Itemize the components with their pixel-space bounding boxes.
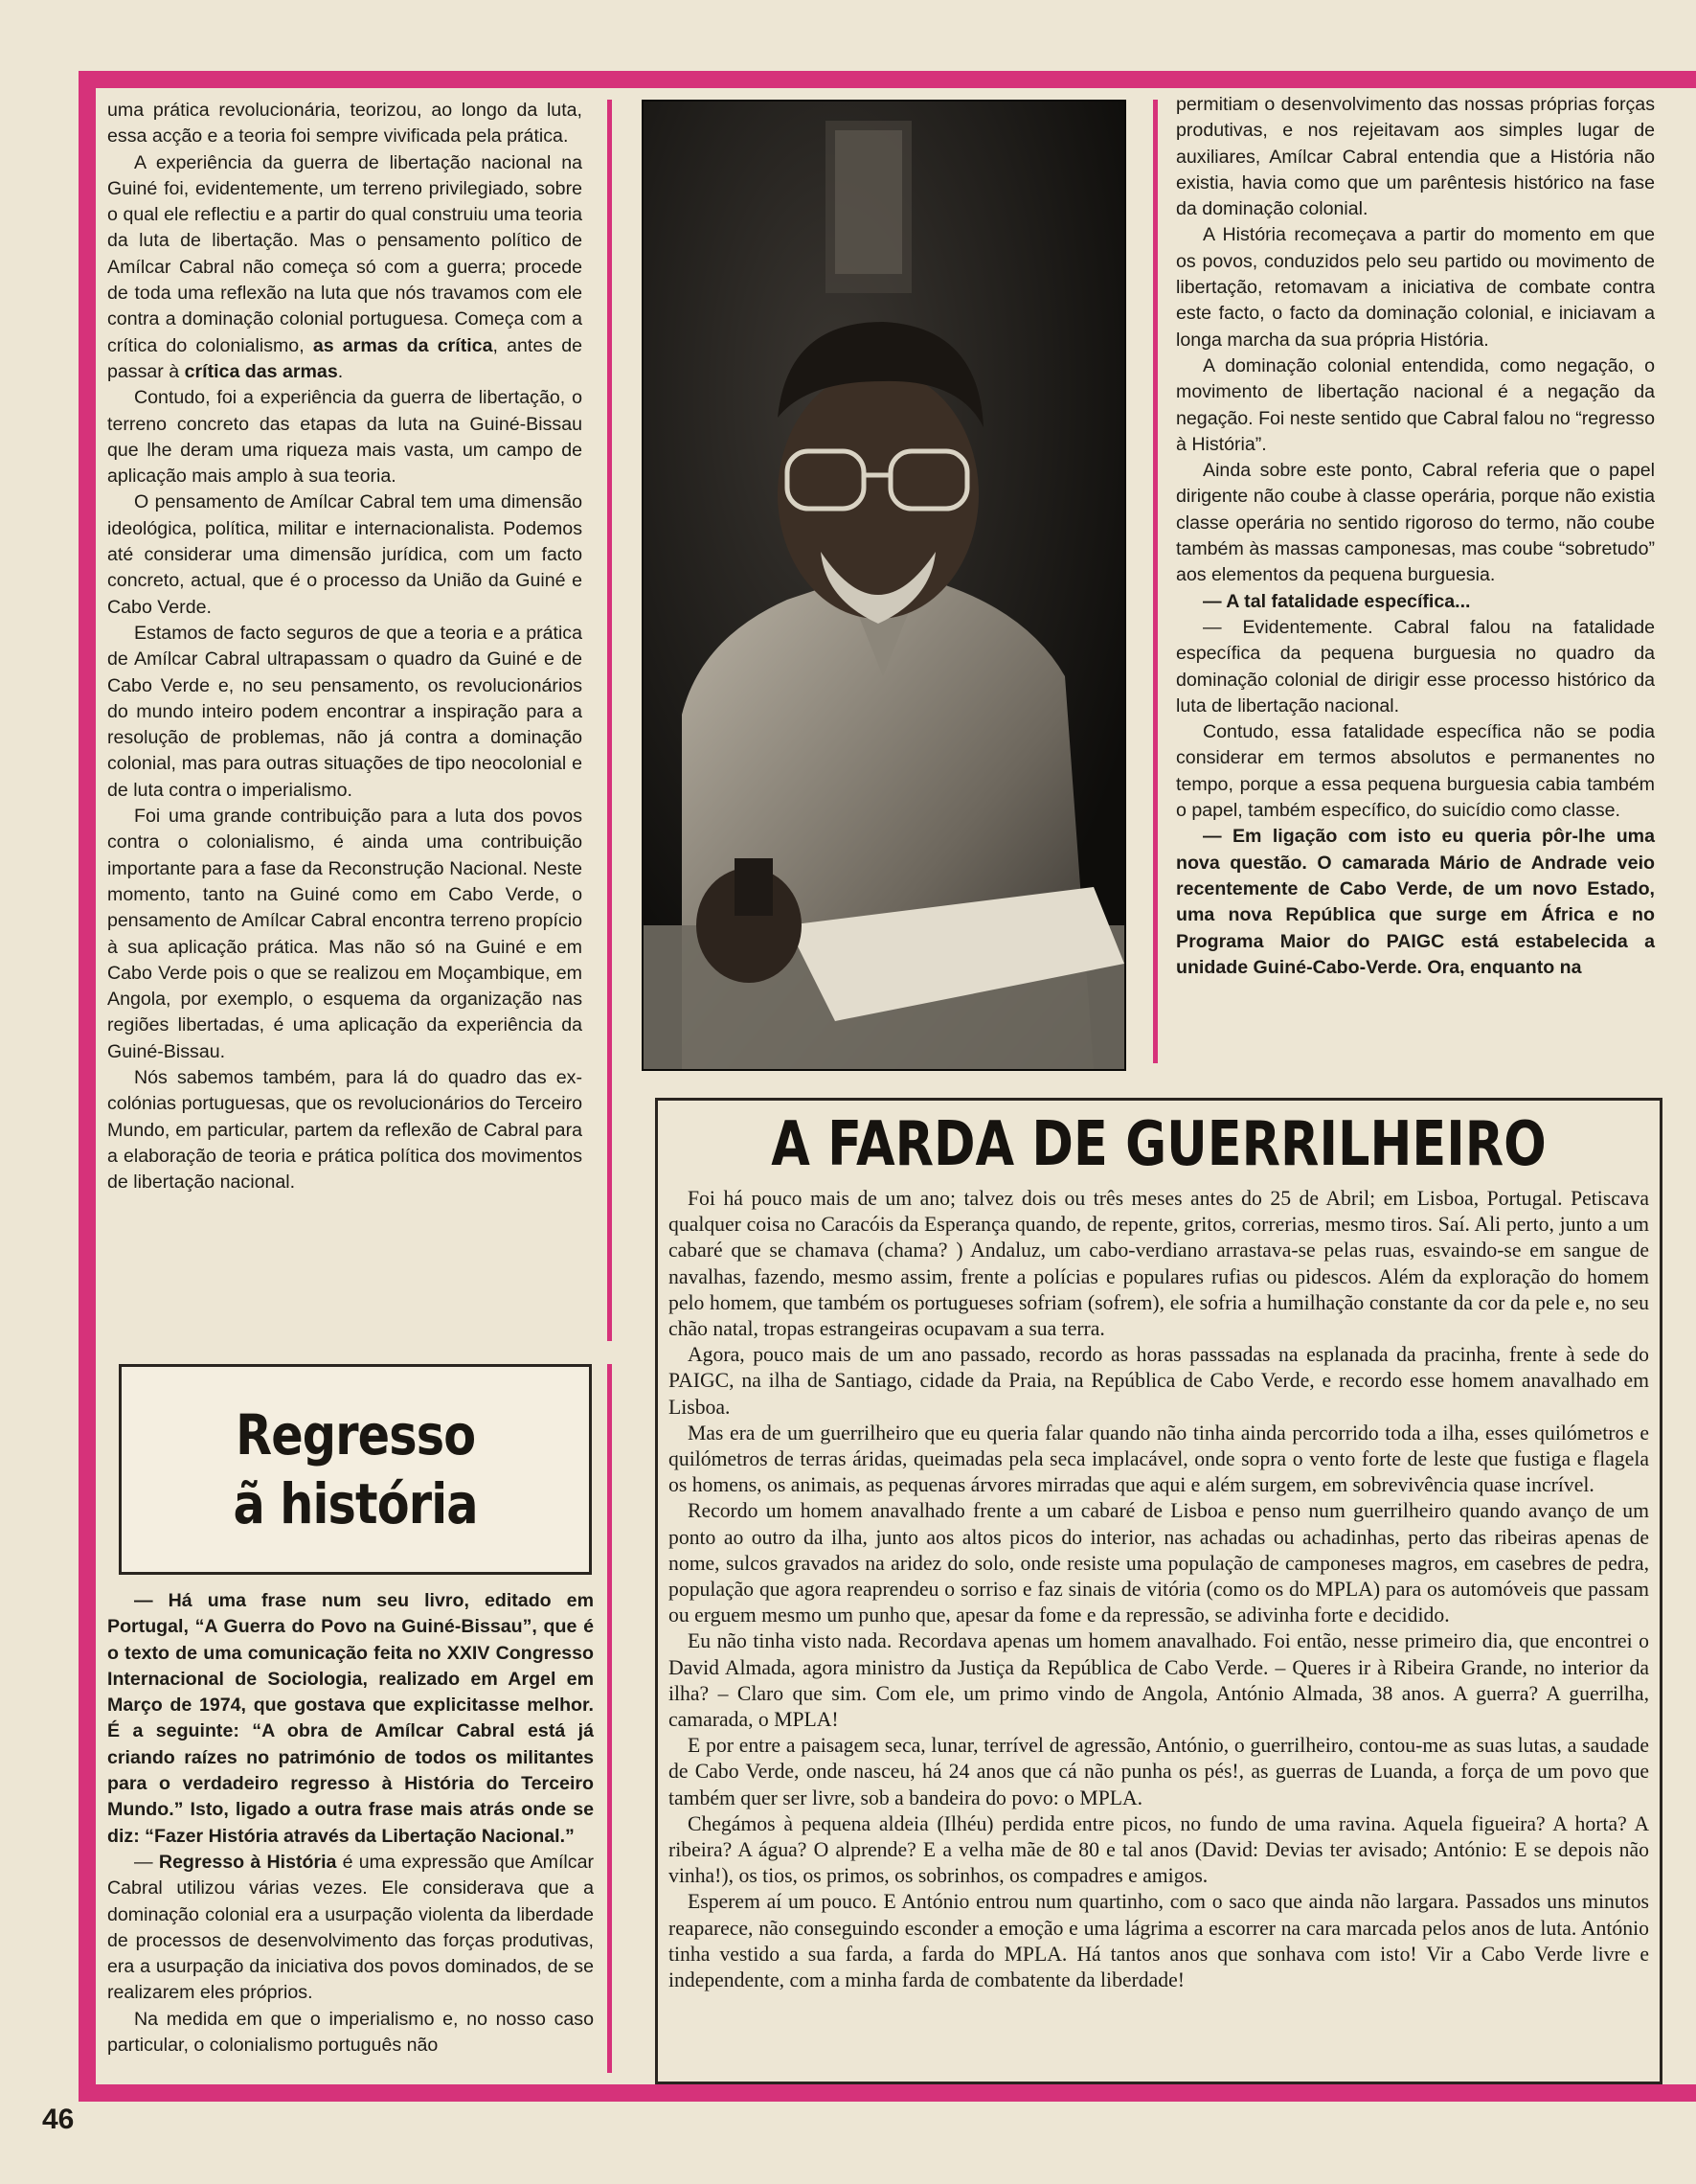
farda-paragraph: Chegámos à pequena aldeia (Ilhéu) perdida entre picos, no fundo de uma ravina. Aquela figueira? A horta? A ribeira? A água? O alprende? E a velha mãe de 80 e tal anos (David: Devias ter avisado; António: E se depois não vinha!), os tios, os primos, os sobrinhos, os compadres e amigos. (668, 1811, 1649, 1888)
left-article-column (107, 98, 582, 1195)
paragraph: Ainda sobre este ponto, Cabral referia que o papel dirigente não coube à classe operária, porque não existia classe operária no sentido rigoroso do termo, não coube também às massas camponesas, mas coube “sobretudo” aos elementos da pequena burguesia. (1176, 460, 1655, 586)
right-article-column (1176, 92, 1655, 981)
paragraph: — Regresso à História é uma expressão que Amílcar Cabral utilizou várias vezes. Ele considerava que a dominação colonial era a usurpação violenta da liberdade de processos de desenvolvimento das forças produtivas, era a usurpação da iniciativa dos povos dominados, de se realizarem eles próprios. (107, 1851, 594, 2004)
paragraph: permitiam o desenvolvimento das nossas próprias forças produtivas, e nos rejeitavam aos simples lugar de auxiliares, Amílcar Cabral entendia que a História não existia, havia como que um parêntesis histórico na fase da dominação colonial. (1176, 94, 1655, 220)
farda-paragraph: Eu não tinha visto nada. Recordava apenas um homem anavalhado. Foi então, nesse primeiro dia, que encontrei o David Almada, agora ministro da Justiça da República de Cabo Verde. – Queres ir à Ribeira Grande, no interior da ilha? – Claro que sim. Com ele, um primo vindo de Angola, António Almada, 38 anos. A guerra? A guerrilha, camarada, o MPLA! (668, 1629, 1649, 1732)
paragraph: A experiência da guerra de libertação nacional na Guiné foi, evidentemente, um terreno privilegiado, sobre o qual ele reflectiu e a partir do qual construiu uma teoria da luta de libertação. Mas o pensamento político de Amílcar Cabral não começa só com a guerra; procede de toda uma reflexão na luta que nós travamos com ele contra a dominação colonial portuguesa. Começa com a crítica do colonialismo, as armas da crítica, antes de passar à crítica das armas. (107, 151, 582, 382)
left-column-rule (607, 100, 612, 1341)
portrait-photo (642, 100, 1126, 1071)
farda-paragraph: Esperem aí um pouco. E António entrou num quartinho, com o saco que ainda não largara. Passados uns minutos reaparece, não conseguindo esconder a emoção e uma lágrima a escorrer na cara marcada pelos anos de luta. António tinha vestido a sua farda, a farda do MPLA. Há tantos anos que sonhava com isto! Vir a Cabo Verde livre e independente, com a minha farda de combatente da liberdade! (668, 1890, 1649, 1992)
right-column-rule (1153, 100, 1158, 1063)
frame-top-border (79, 71, 1696, 88)
interview-column (107, 1588, 594, 2059)
farda-paragraph: Agora, pouco mais de um ano passado, recordo as horas passsadas na esplanada da pracinha, frente à sede do PAIGC, na ilha de Santiago, cidade da Praia, na República de Cabo Verde, e recordo esse homem anavalhado em Lisboa. (668, 1343, 1649, 1419)
paragraph: A História recomeçava a partir do momento em que os povos, conduzidos pelo seu partido ou movimento de libertação, retomavam a iniciativa de combate contra este facto, o facto da dominação colonial, e iniciavam a longa marcha da sua própria História. (1176, 224, 1655, 351)
paragraph: Estamos de facto seguros de que a teoria e a prática de Amílcar Cabral ultrapassam o quadro da Guiné e de Cabo Verde e, no seu pensamento, os revolucionários do mundo inteiro podem encontrar a inspiração para a resolução de problemas, não já contra a dominação colonial, mas para outras situações de tipo neocolonial e de luta contra o imperialismo. (107, 622, 582, 801)
regresso-heading-box (119, 1364, 592, 1575)
paragraph: Na medida em que o imperialismo e, no nosso caso particular, o colonialismo português não (107, 2008, 594, 2057)
page-number: 46 (42, 2104, 75, 2135)
paragraph: O pensamento de Amílcar Cabral tem uma dimensão ideológica, política, militar e internacionalista. Podemos até considerar uma dimensão jurídica, com um facto concreto, actual, que é o processo da União da Guiné e Cabo Verde. (107, 491, 582, 618)
paragraph: Contudo, essa fatalidade específica não se podia considerar em termos absolutos e permanentes no tempo, porque a essa pequena burguesia cabia também o papel, também específico, do suicídio como classe. (1176, 721, 1655, 822)
farda-paragraph: Recordo um homem anavalhado frente a um cabaré de Lisboa e penso num guerrilheiro quando avanço de um ponto ao outro da ilha, junto aos altos picos do interior, nas achadas ou achadinhas, perto das ribeiras apenas de nome, sulcos gravados na aridez do solo, onde resiste uma população de camponeses magros, em casebres de pedra, população que agora reaprendeu o sorriso e faz sinais de vitória (como os do MPLA) para os automóveis que passam ou erguem mesmo um punho que, apesar da fome e da repressão, se adivinha forte e decidido. (668, 1499, 1649, 1627)
paragraph: Foi uma grande contribuição para a luta dos povos contra o colonialismo, é ainda uma contribuição importante para a fase da Reconstrução Nacional. Neste momento, tanto na Guiné como em Cabo Verde, o pensamento de Amílcar Cabral encontra terreno propício à sua aplicação prática. Mas não só na Guiné e em Cabo Verde pois o que se realizou em Moçambique, em Angola, por exemplo, o esquema da organização nas regiões libertadas, é uma aplicação da experiência da Guiné-Bissau. (107, 806, 582, 1062)
paragraph: — A tal fatalidade específica... (1203, 590, 1471, 612)
farda-paragraph: Foi há pouco mais de um ano; talvez dois ou três meses antes do 25 de Abril; em Lisboa, Portugal. Petiscava qualquer coisa no Caracóis da Esperança quando, de repente, gritos, correrias, mesmo tiros. Saí. Ali perto, junto a um cabaré que se chamava (chama? ) Andaluz, um cabo-verdiano arrastava-se pelas ruas, esvaindo-se em sangue de navalhas, fazendo, mesmo assim, frente a polícias e populares rufias ou pidescos. Além da exploração do homem pelo homem, que também os portugueses sofriam (sofrem), ele sofria a humilhação constante da cor da pele e, no seu chão natal, tropas estrangeiras ocupavam a sua terra. (668, 1187, 1649, 1341)
farda-article-body (668, 1186, 1649, 1993)
farda-paragraph: E por entre a paisagem seca, lunar, terrível de agressão, António, o guerrilheiro, contou-me as suas lutas, a saudade de Cabo Verde, onde nasceu, há 24 anos que cá não punha os pés!, as guerras de Luanda, a força de um povo que também quer ser livre, sob a bandeira do povo: o MPLA. (668, 1734, 1649, 1809)
left-lower-rule (607, 1364, 612, 2073)
regresso-title-line-2: ã história (233, 1471, 478, 1536)
paragraph: A dominação colonial entendida, como negação, o movimento de libertação nacional é a negação da negação. Foi neste sentido que Cabral falou no “regresso à História”. (1176, 354, 1655, 455)
frame-left-border (79, 71, 96, 2102)
paragraph: — Evidentemente. Cabral falou na fatalidade específica da pequena burguesia no quadro da dominação colonial de dirigir esse processo histórico da luta de libertação nacional. (1176, 616, 1655, 717)
farda-title: A FARDA DE GUERRILHEIRO (771, 1109, 1547, 1180)
regresso-title-line-1: Regresso (235, 1402, 476, 1467)
paragraph: uma prática revolucionária, teorizou, ao longo da luta, essa acção e a teoria foi sempre vivificada pela prática. (107, 100, 582, 148)
paragraph: — Em ligação com isto eu queria pôr-lhe uma nova questão. O camarada Mário de Andrade veio recentemente de Cabo Verde, de um novo Estado, uma nova República que surge em África e no Programa Maior do PAIGC está estabelecida a unidade Guiné-Cabo-Verde. Ora, enquanto na (1176, 826, 1655, 978)
paragraph: Nós sabemos também, para lá do quadro das ex-colónias portuguesas, que os revolucionários do Terceiro Mundo, em particular, partem da reflexão de Cabral para a elaboração de teoria e prática política dos movimentos de libertação nacional. (107, 1066, 582, 1194)
paragraph: — Há uma frase num seu livro, editado em Portugal, “A Guerra do Povo na Guiné-Bissau”, que é o texto de uma comunicação feita no XXIV Congresso Internacional de Sociologia, realizado em Argel em Março de 1974, que gostava que explicitasse melhor. É a seguinte: “A obra de Amílcar Cabral está já criando raízes no património de todos os militantes para o verdadeiro regresso à História do Terceiro Mundo.” Isto, ligado a outra frase mais atrás onde se diz: “Fazer História através da Libertação Nacional.” (107, 1590, 594, 1847)
frame-bottom-border (79, 2084, 1696, 2102)
farda-paragraph: Mas era de um guerrilheiro que eu queria falar quando não tinha ainda percorrido toda a ilha, esses quilómetros e quilómetros de terras áridas, queimadas pela seca implacável, onde sopra o vento forte de leste que fustiga e flagela os homens, os animais, as pequenas árvores mirradas que aqui e além surgem, em sobrevivência quase incrível. (668, 1421, 1649, 1497)
paragraph: Contudo, foi a experiência da guerra de libertação, o terreno concreto das etapas da luta na Guiné-Bissau que lhe deram uma riqueza mais vasta, um campo de aplicação mais amplo à sua teoria. (107, 387, 582, 488)
